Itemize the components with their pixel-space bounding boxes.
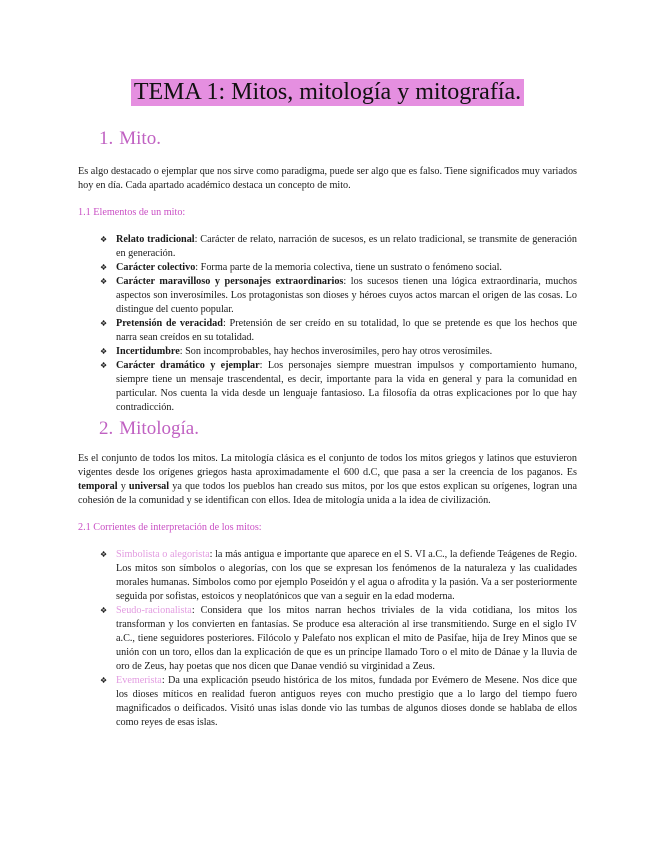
section-1-number: 1. xyxy=(99,128,114,149)
title-wrapper xyxy=(78,0,577,106)
diamond-bullet-icon: ❖ xyxy=(100,606,108,615)
subsection-2-1-heading: 2.1 Corrientes de interpretación de los mitos: xyxy=(78,522,262,533)
interpretations-list xyxy=(78,548,577,730)
diamond-bullet-icon: ❖ xyxy=(100,347,108,356)
list-item xyxy=(100,604,577,674)
list-item xyxy=(100,345,577,359)
list-item xyxy=(100,261,577,275)
intro-text-and: y xyxy=(117,481,129,492)
section-2-title: Mitología. xyxy=(119,418,199,439)
item-text: : la más antigua e importante que aparece en el S. VI a.C., la defiende Teágenes de Regio. Los mitos son símbolos o alegorías, con los que se expresan los fenómenos de la naturaleza y las cualidades morales humanas. Símbolos como por ejemplo Poseidón y el agua o afrodita y la pasión. Va a ser posteriormente seguida por sofistas, estoicos y neoplatónicos que van a seguir en la edad moderna. xyxy=(116,549,578,602)
item-term: Carácter colectivo xyxy=(116,262,196,273)
list-item xyxy=(100,233,577,261)
item-text: : Carácter de relato, narración de sucesos, es un relato tradicional, se transmite de generación en generación. xyxy=(116,234,577,259)
list-item xyxy=(100,674,577,730)
intro-text-a: Es el conjunto de todos los mitos. La mitología clásica es el conjunto de todos los mitos griegos y latinos que estuvieron vigentes desde los orígenes griegos hasta aproximadamente el 600 d.C, que pasa a ser la creencia de los paganos. Es xyxy=(78,453,577,478)
item-term: Evemerista xyxy=(116,675,162,686)
section-1-title: Mito. xyxy=(119,128,161,149)
section-1-heading xyxy=(78,128,577,150)
item-term: Carácter maravilloso y personajes extraordinarios xyxy=(116,276,344,287)
item-term: Relato tradicional xyxy=(116,234,195,245)
diamond-bullet-icon: ❖ xyxy=(100,361,108,370)
item-text: : Da una explicación pseudo histórica de los mitos, fundada por Evémero de Mesene. Nos dice que los dioses míticos en realidad fueron antiguos reyes con mucho prestigio que a lo largo del tiempo fuero magnificados o deificados. Visitó unas islas donde vio las tumbas de algunos dioses donde se hablaba de ellos como reyes de esas islas. xyxy=(116,675,577,728)
list-item xyxy=(100,548,578,604)
subsection-1-1-heading: 1.1 Elementos de un mito: xyxy=(78,207,186,218)
item-term: Simbolista o alegorista xyxy=(116,549,210,560)
item-text: : Pretensión de ser creído en su totalidad, lo que se pretende es que los hechos que narra sean creídos en su totalidad. xyxy=(116,318,577,343)
section-1-intro: Es algo destacado o ejemplar que nos sirve como paradigma, puede ser algo que es falso. Tiene significados muy variados hoy en día. Cada apartado académico destaca un concepto de mito. xyxy=(78,166,577,191)
elements-list xyxy=(78,233,577,415)
diamond-bullet-icon: ❖ xyxy=(100,263,108,272)
diamond-bullet-icon: ❖ xyxy=(100,235,108,244)
section-2-number: 2. xyxy=(99,418,114,439)
diamond-bullet-icon: ❖ xyxy=(100,550,108,559)
item-term: Seudo-racionalista xyxy=(116,605,192,616)
intro-text-c: ya que todos los pueblos han creado sus mitos, por los que estos explican su orígenes, logran una cohesión de la comunidad y se identifican con ellos. Idea de mitología unida a la idea de civilización. xyxy=(78,481,577,506)
item-text: : Los personajes siempre muestran impulsos y comportamiento humano, siempre tiene un mensaje trascendental, es decir, importante para la vida en general y para la comunidad en particular. Nos cuenta la vida desde un lenguaje fantasioso. La filosofía da otras explicaciones por lo que hay contradicción. xyxy=(116,360,577,413)
list-item xyxy=(100,275,577,317)
item-text: : Son incomprobables, hay hechos inverosímiles, pero hay otros verosímiles. xyxy=(179,346,493,357)
diamond-bullet-icon: ❖ xyxy=(100,319,108,328)
diamond-bullet-icon: ❖ xyxy=(100,277,108,286)
list-item xyxy=(100,359,577,415)
diamond-bullet-icon: ❖ xyxy=(100,676,108,685)
intro-bold-universal: universal xyxy=(128,481,170,492)
section-2-intro xyxy=(78,452,577,508)
intro-bold-temporal: temporal xyxy=(78,481,118,492)
section-2-heading xyxy=(78,418,577,440)
document-title: TEMA 1: Mitos, mitología y mitografía. xyxy=(131,79,524,106)
item-text: : los sucesos tienen una lógica extraordinaria, muchos aspectos son inverosímiles. Los protagonistas son dioses y héroes cuyos actos marcan el origen de las cosas. Lo distingue del cuento popular. xyxy=(116,276,577,315)
item-term: Incertidumbre xyxy=(116,346,180,357)
item-term: Pretensión de veracidad xyxy=(116,318,223,329)
list-item xyxy=(100,317,577,345)
item-term: Carácter dramático y ejemplar xyxy=(116,360,260,371)
item-text: : Forma parte de la memoria colectiva, tiene un sustrato o fenómeno social. xyxy=(195,262,502,273)
item-text: : Considera que los mitos narran hechos triviales de la vida cotidiana, los mitos los transforman y los convierten en fantasías. Se produce esa alteración al irse transmitiendo. Surge en el siglo IV a.C., tiene seguidores posteriores. Filócolo y Palefato nos explican el mito de Pasifae, hija de Irey Minos que se unión con un toro, ellos dan la explicación de que es un príncipe llamado Toro o el mito de Dánae y la lluvia de oro de Zeus, hay poetas que nos dicen que Danae vendió su virginidad a Zeus. xyxy=(116,605,577,672)
